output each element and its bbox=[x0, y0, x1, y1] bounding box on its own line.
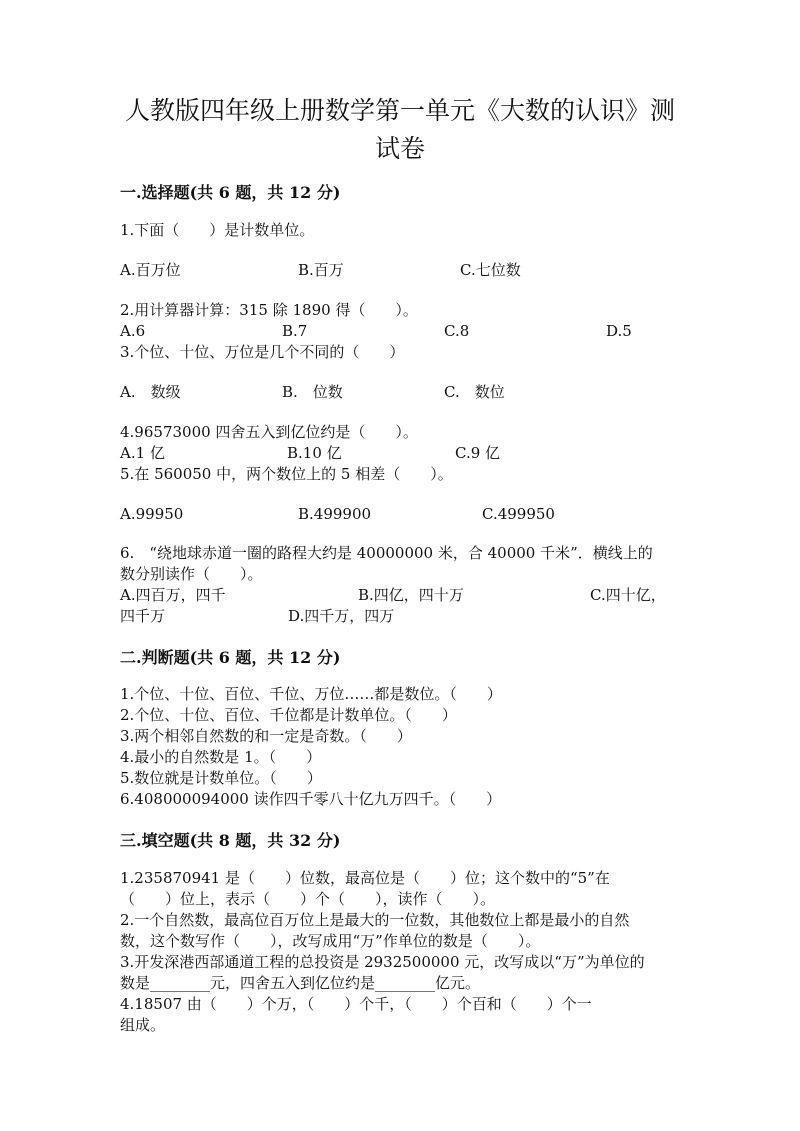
choice-q6-option-c-continued: 四千万 bbox=[120, 607, 166, 625]
page-title bbox=[100, 92, 700, 168]
choice-q6-option-d: D.四千万，四万 bbox=[288, 607, 395, 625]
choice-q3-option-c: C. 数位 bbox=[444, 383, 505, 401]
section-heading-fill: 三.填空题(共 8 题，共 32 分) bbox=[120, 831, 341, 850]
choice-q2-option-b: B.7 bbox=[282, 322, 308, 340]
fill-q4-line-2: 组成。 bbox=[120, 1016, 166, 1034]
choice-q4-option-a: A.1 亿 bbox=[120, 444, 165, 462]
choice-q1-option-b: B.百万 bbox=[298, 261, 344, 279]
title-line-1: 人教版四年级上册数学第一单元《大数的认识》测 bbox=[124, 96, 675, 125]
choice-q6-line-2: 数分别读作（ ）。 bbox=[120, 565, 263, 583]
choice-q2-option-a: A.6 bbox=[120, 322, 146, 340]
judge-q1: 1.个位、十位、百位、千位、万位……都是数位。（ ） bbox=[120, 685, 502, 703]
choice-q1-option-a: A.百万位 bbox=[120, 261, 181, 279]
judge-q5: 5.数位就是计数单位。（ ） bbox=[120, 769, 322, 787]
choice-q2: 2.用计算器计算：315 除 1890 得（ ）。 bbox=[120, 301, 418, 319]
choice-q5-option-c: C.499950 bbox=[482, 505, 555, 523]
choice-q4: 4.96573000 四舍五入到亿位约是（ ）。 bbox=[120, 423, 418, 441]
choice-q6-option-a: A.四百万，四千 bbox=[120, 586, 226, 604]
choice-q5-option-a: A.99950 bbox=[120, 505, 184, 523]
fill-q2-line-1: 2.一个自然数，最高位百万位上是最大的一位数，其他数位上都是最小的自然 bbox=[120, 911, 630, 929]
fill-q1-line-2: （ ）位上，表示（ ）个（ ），读作（ ）。 bbox=[120, 890, 496, 908]
judge-q2: 2.个位、十位、百位、千位都是计数单位。（ ） bbox=[120, 706, 457, 724]
choice-q6-option-c: C.四十亿， bbox=[590, 586, 666, 604]
choice-q4-option-b: B.10 亿 bbox=[287, 444, 342, 462]
fill-q4-line-1: 4.18507 由（ ）个万，（ ）个千，（ ）个百和（ ）个一 bbox=[120, 995, 592, 1013]
judge-q4: 4.最小的自然数是 1。（ ） bbox=[120, 748, 322, 766]
choice-q3-option-b: B. 位数 bbox=[282, 383, 343, 401]
choice-q1: 1.下面（ ）是计数单位。 bbox=[120, 221, 315, 239]
choice-q6-line-1: 6. “绕地球赤道一圈的路程大约是 40000000 米，合 40000 千米”．横线上的 bbox=[120, 544, 653, 562]
fill-q1-line-1: 1.235870941 是（ ）位数，最高位是（ ）位；这个数中的“5”在 bbox=[120, 869, 610, 887]
choice-q5: 5.在 560050 中，两个数位上的 5 相差（ ）。 bbox=[120, 465, 453, 483]
choice-q2-option-d: D.5 bbox=[606, 322, 632, 340]
fill-q2-line-2: 数，这个数写作（ ），改写成用“万”作单位的数是（ ）。 bbox=[120, 932, 541, 950]
choice-q6-option-b: B.四亿，四十万 bbox=[358, 586, 464, 604]
judge-q3: 3.两个相邻自然数的和一定是奇数。（ ） bbox=[120, 727, 412, 745]
fill-q3-line-2: 数是________元，四舍五入到亿位约是________亿元。 bbox=[120, 974, 481, 992]
choice-q3: 3.个位、十位、万位是几个不同的（ ） bbox=[120, 343, 405, 361]
choice-q4-option-c: C.9 亿 bbox=[455, 444, 501, 462]
section-heading-choice: 一.选择题(共 6 题，共 12 分) bbox=[120, 183, 341, 202]
fill-q3-line-1: 3.开发深港西部通道工程的总投资是 2932500000 元，改写成以“万”为单位的 bbox=[120, 953, 645, 971]
choice-q3-option-a: A. 数级 bbox=[120, 383, 181, 401]
judge-q6: 6.408000094000 读作四千零八十亿九万四千。（ ） bbox=[120, 790, 502, 808]
choice-q1-option-c: C.七位数 bbox=[460, 261, 521, 279]
title-line-2: 试卷 bbox=[374, 134, 425, 163]
choice-q5-option-b: B.499900 bbox=[298, 505, 372, 523]
section-heading-judge: 二.判断题(共 6 题，共 12 分) bbox=[120, 648, 341, 667]
choice-q2-option-c: C.8 bbox=[444, 322, 470, 340]
